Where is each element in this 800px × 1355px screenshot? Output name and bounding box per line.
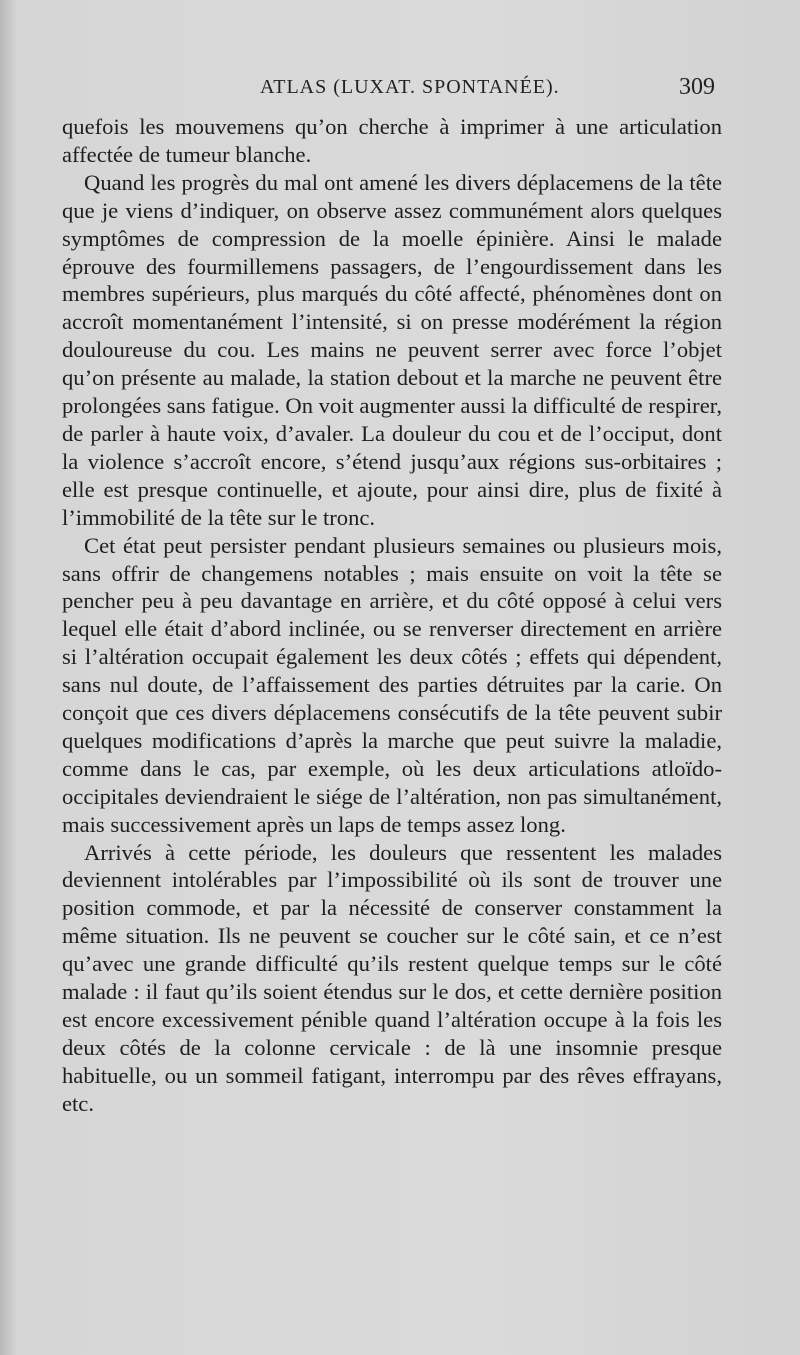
paragraph-continuation: quefois les mouvemens qu’on cherche à imprimer à une articulation affectée de tumeur blanche. [62,114,722,167]
paragraph: Cet état peut persister pendant plusieurs semaines ou plusieurs mois, sans offrir de changemens notables ; mais ensuite on voit la tête se pencher peu à peu davantage en arrière, et du côté opposé à celui vers lequel elle était d’abord inclinée, ou se renverser directement en arrière si l’altération occupait également les deux côtés ; effets qui dépendent, sans nul doute, de l’affaissement des parties détruites par la carie. On conçoit que ces divers déplacemens consécutifs de la tête peuvent subir quelques modifications d’après la marche que peut suivre la maladie, comme dans le cas, par exemple, où les deux articulations atloïdo-occipitales deviendraient le siége de l’altération, non pas simultanément, mais successivement après un laps de temps assez long. [62,532,722,837]
paragraph: Quand les progrès du mal ont amené les divers déplacemens de la tête que je viens d’indiquer, on observe assez communément alors quelques symptômes de compression de la moelle épinière. Ainsi le malade éprouve des fourmillemens passagers, de l’engourdissement dans les membres supérieurs, plus marqués du côté affecté, phénomènes dont on accroît momentanément l’intensité, si on presse modérément la région douloureuse du cou. Les mains ne peuvent serrer avec force l’objet qu’on présente au malade, la station debout et la marche ne peuvent être prolongées sans fatigue. On voit augmenter aussi la difficulté de respirer, de parler à haute voix, d’avaler. La douleur du cou et de l’occiput, dont la violence s’accroît encore, s’étend jusqu’aux régions sus-orbitaires ; elle est presque continuelle, et ajoute, pour ainsi dire, plus de fixité à l’immobilité de la tête sur le tronc. [62,169,722,530]
running-title: ATLAS (LUXAT. SPONTANÉE). [260,76,560,98]
paragraph: Arrivés à cette période, les douleurs que ressentent les malades deviennent intolérables par l’impossibilité où ils sont de trouver une position commode, et par la nécessité de conserver constamment la même situation. Ils ne peuvent se coucher sur le côté sain, et ce n’est qu’avec une grande difficulté qu’ils restent quelque temps sur le côté malade : il faut qu’ils soient étendus sur le dos, et cette dernière position est encore excessivement pénible quand l’altération occupe à la fois les deux côtés de la colonne cervicale : de là une insomnie presque habituelle, ou un sommeil fatigant, interrompu par des rêves effrayans, etc. [62,839,722,1116]
running-head [62,72,715,106]
page-number: 309 [679,74,715,100]
body-text [62,113,722,1118]
